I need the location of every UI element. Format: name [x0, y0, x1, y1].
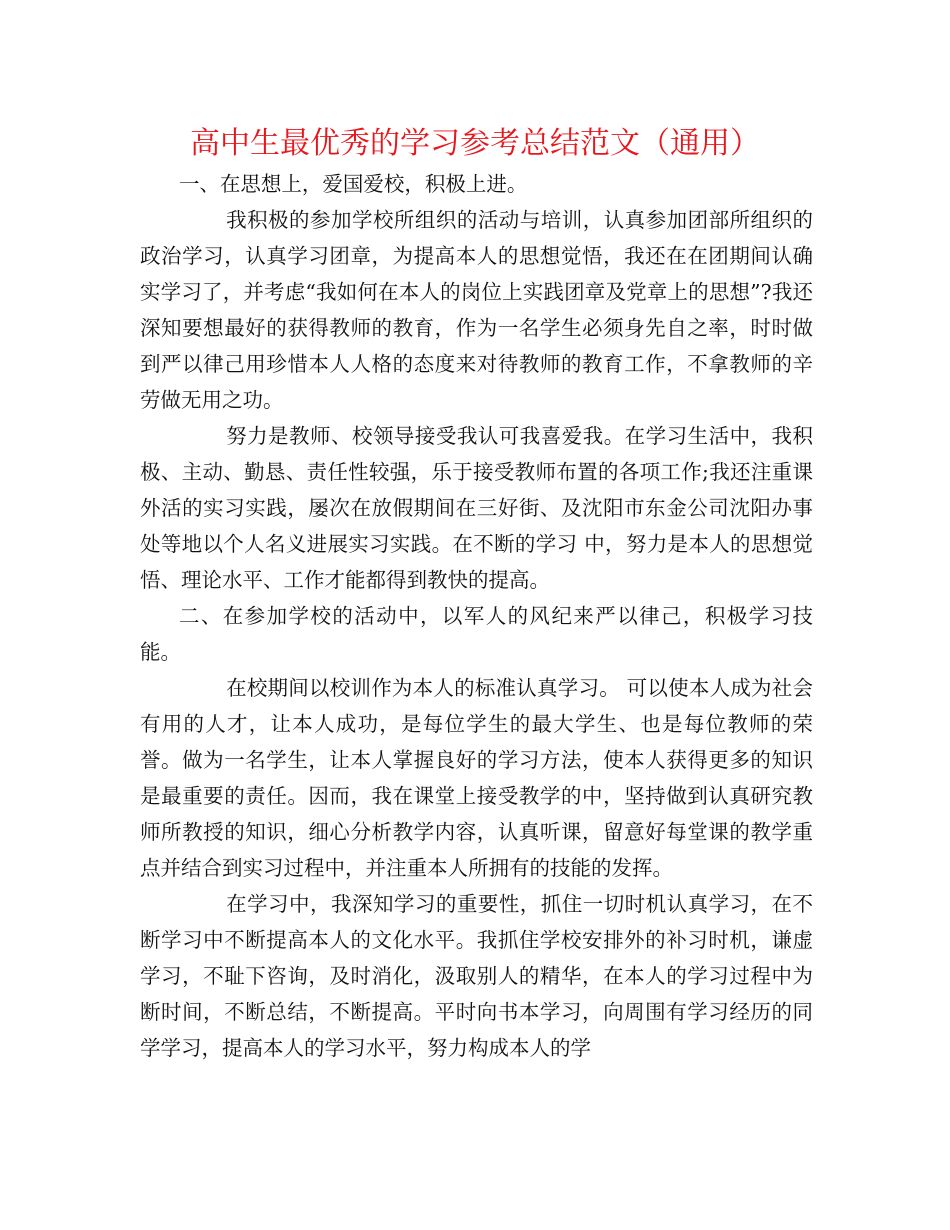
- section-heading-1: 一、在思想上，爱国爱校，积极上进。: [178, 172, 528, 196]
- paragraph-4: 在学习中，我深知学习的重要性，抓住一切时机认真学习，在不断学习中不断提高本人的文化水平。我抓住学校安排外的补习时机，谦虚学习，不耻下咨询，及时消化，汲取别人的精华，在本人的学习过程中为断时间，不断总结，不断提高。平时向书本学习，向周围有学习经历的同学学习，提高本人的学习水平，努力构成本人的学: [140, 892, 813, 1060]
- document-title: 高中生最优秀的学习参考总结范文（通用）: [190, 126, 760, 161]
- document-body: [140, 166, 813, 1066]
- paragraph-2: 努力是教师、校领导接受我认可我喜爱我。在学习生活中，我积极、主动、勤恳、责任性较强，乐于接受教师布置的各项工作;我还注重课外活的实习实践，屡次在放假期间在三好街、及沈阳市东金公司沈阳办事处等地以个人名义进展实习实践。在不断的学习 中，努力是本人的思想觉悟、理论水平、工作才能都得到教快的提高。: [140, 424, 813, 592]
- section-heading-2: 二、在参加学校的活动中，以军人的风纪来严以律己，积极学习技能。: [140, 604, 813, 664]
- paragraph-3: 在校期间以校训作为本人的标准认真学习。 可以使本人成为社会有用的人才，让本人成功，是每位学生的最大学生、也是每位教师的荣誉。做为一名学生，让本人掌握良好的学习方法，使本人获得更多的知识是最重要的责任。因而，我在课堂上接受教学的中，坚持做到认真研究教师所教授的知识，细心分析教学内容，认真听课，留意好每堂课的教学重点并结合到实习过程中，并注重本人所拥有的技能的发挥。: [140, 676, 813, 880]
- paragraph-1: 我积极的参加学校所组织的活动与培训，认真参加团部所组织的政治学习，认真学习团章，为提高本人的思想觉悟，我还在在团期间认确实学习了，并考虑“我如何在本人的岗位上实践团章及党章上的思想”?我还深知要想最好的获得教师的教育，作为一名学生必须身先自之率，时时做到严以律己用珍惜本人人格的态度来对待教师的教育工作，不拿教师的辛劳做无用之功。: [140, 208, 813, 412]
